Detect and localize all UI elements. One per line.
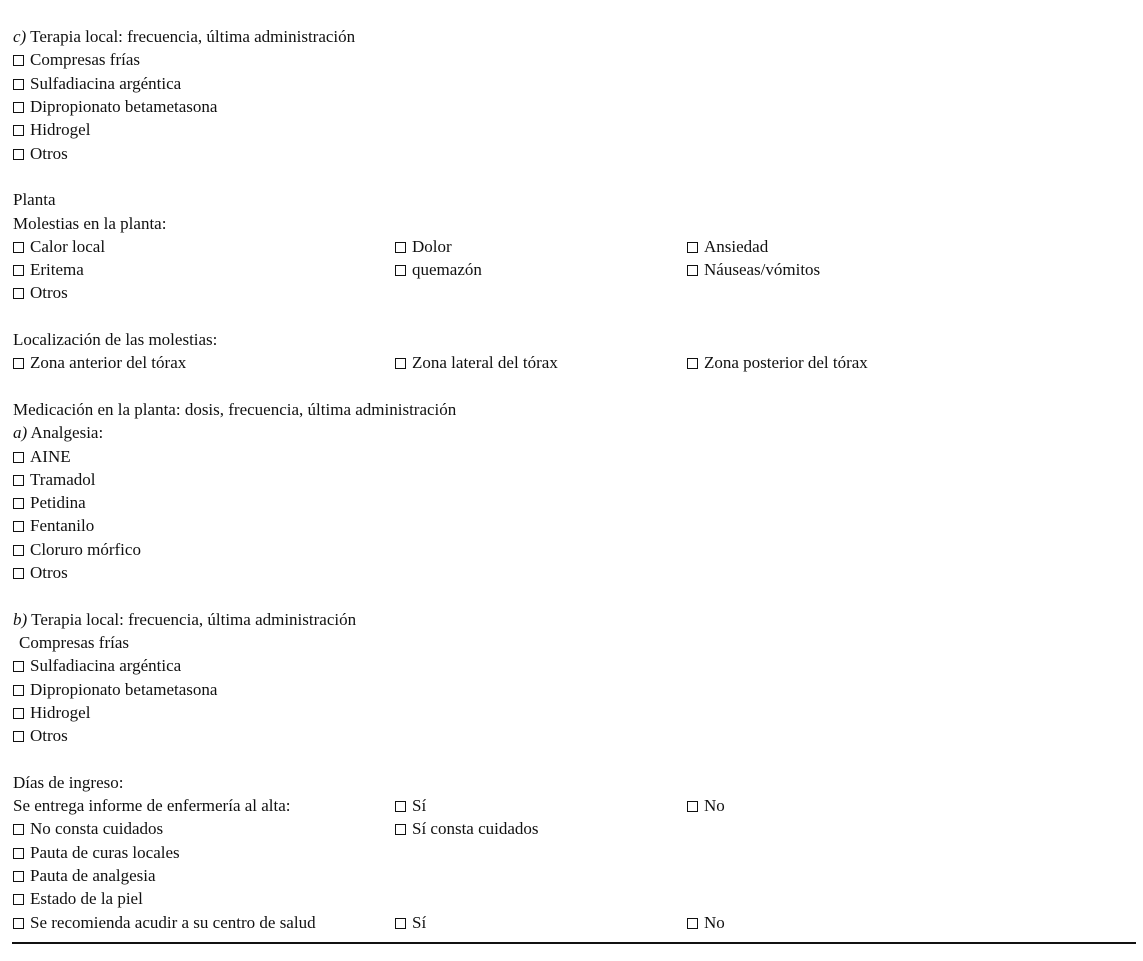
checkbox[interactable] — [13, 498, 24, 509]
option-otros: Otros — [13, 283, 589, 303]
bottom-rule — [12, 942, 1136, 944]
checkbox[interactable] — [395, 824, 406, 835]
checkbox[interactable] — [13, 288, 24, 299]
checkbox[interactable] — [13, 545, 24, 556]
checkbox[interactable] — [13, 731, 24, 742]
list-item: Tramadol — [13, 470, 589, 490]
checkbox[interactable] — [13, 149, 24, 160]
checkbox[interactable] — [13, 358, 24, 369]
list-item: Sulfadiacina argéntica — [13, 74, 589, 94]
option-zona-posterior: Zona posterior del tórax — [687, 353, 868, 373]
checkbox[interactable] — [687, 918, 698, 929]
checkbox[interactable] — [13, 125, 24, 136]
checkbox[interactable] — [13, 848, 24, 859]
option-si-consta: Sí consta cuidados — [395, 819, 539, 839]
checkbox[interactable] — [687, 265, 698, 276]
list-item: Otros — [13, 144, 589, 164]
informe-label: Se entrega informe de enfermería al alta: — [13, 796, 291, 815]
option-pauta-analgesia: Pauta de analgesia — [13, 866, 156, 886]
list-item: Otros — [13, 563, 589, 583]
checkbox[interactable] — [13, 894, 24, 905]
list-item: Otros — [13, 726, 589, 746]
checkbox[interactable] — [13, 685, 24, 696]
checkbox[interactable] — [687, 358, 698, 369]
option-recomienda-centro: Se recomienda acudir a su centro de salud — [13, 913, 316, 933]
option-calor-local: Calor local — [13, 237, 105, 257]
dias-ingreso-label: Días de ingreso: — [13, 773, 124, 792]
list-item: AINE — [13, 447, 589, 467]
option-dolor: Dolor — [395, 237, 452, 257]
list-item: Dipropionato betametasona — [13, 680, 589, 700]
list-item: Petidina — [13, 493, 589, 513]
molestias-label: Molestias en la planta: — [13, 214, 167, 233]
checkbox[interactable] — [13, 475, 24, 486]
section-c-title: c) Terapia local: frecuencia, última administración — [13, 27, 356, 46]
localizacion-label: Localización de las molestias: — [13, 330, 218, 349]
checkbox[interactable] — [13, 265, 24, 276]
list-item: Compresas frías — [13, 50, 589, 70]
checkbox[interactable] — [13, 79, 24, 90]
option-eritema: Eritema — [13, 260, 84, 280]
list-item: Sulfadiacina argéntica — [13, 656, 589, 676]
checkbox[interactable] — [13, 824, 24, 835]
planta-heading: Planta — [13, 190, 56, 209]
checkbox[interactable] — [13, 661, 24, 672]
list-item: Compresas frías — [19, 633, 130, 652]
checkbox[interactable] — [395, 918, 406, 929]
list-item: Hidrogel — [13, 120, 589, 140]
option-informe-si: Sí — [395, 796, 426, 816]
checkbox[interactable] — [13, 102, 24, 113]
checkbox[interactable] — [395, 801, 406, 812]
checkbox[interactable] — [13, 242, 24, 253]
checkbox[interactable] — [13, 521, 24, 532]
list-item: Dipropionato betametasona — [13, 97, 589, 117]
checkbox[interactable] — [13, 871, 24, 882]
list-item: Hidrogel — [13, 703, 589, 723]
medicacion-heading: Medicación en la planta: dosis, frecuencia, última administración — [13, 400, 457, 419]
checkbox[interactable] — [13, 708, 24, 719]
option-recomienda-si: Sí — [395, 913, 426, 933]
checkbox[interactable] — [13, 918, 24, 929]
checkbox[interactable] — [687, 242, 698, 253]
checkbox[interactable] — [395, 358, 406, 369]
terapia-local-title: b) Terapia local: frecuencia, última administración — [13, 610, 357, 629]
option-nauseas: Náuseas/vómitos — [687, 260, 820, 280]
option-informe-no: No — [687, 796, 725, 816]
checkbox[interactable] — [395, 242, 406, 253]
option-ansiedad: Ansiedad — [687, 237, 768, 257]
checkbox[interactable] — [687, 801, 698, 812]
option-pauta-curas: Pauta de curas locales — [13, 843, 180, 863]
option-quemazon: quemazón — [395, 260, 482, 280]
checkbox[interactable] — [395, 265, 406, 276]
checkbox[interactable] — [13, 452, 24, 463]
option-estado-piel: Estado de la piel — [13, 889, 143, 909]
option-zona-lateral: Zona lateral del tórax — [395, 353, 558, 373]
option-recomienda-no: No — [687, 913, 725, 933]
analgesia-title: a) Analgesia: — [13, 423, 104, 442]
list-item: Cloruro mórfico — [13, 540, 589, 560]
option-no-consta: No consta cuidados — [13, 819, 163, 839]
checkbox[interactable] — [13, 55, 24, 66]
checkbox[interactable] — [13, 568, 24, 579]
option-zona-anterior: Zona anterior del tórax — [13, 353, 186, 373]
list-item: Fentanilo — [13, 516, 589, 536]
